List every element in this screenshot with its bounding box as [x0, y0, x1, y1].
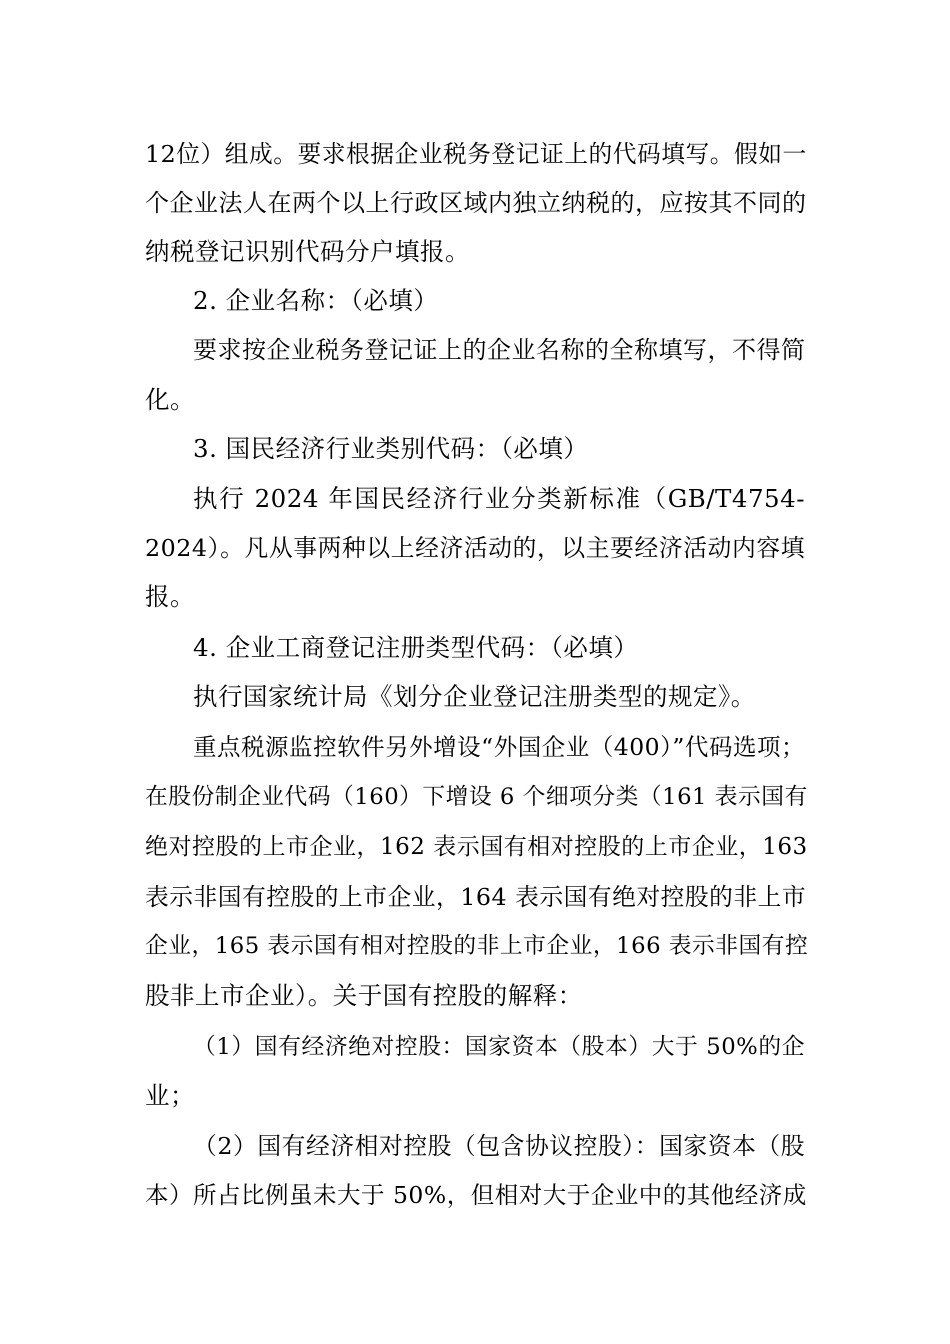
text-line-3: 纳税登记识别代码分户填报。 [145, 237, 470, 266]
text-line-20: 业； [145, 1081, 195, 1110]
text-line-8: 执行 2024 年国民经济行业分类新标准（GB/T4754- [193, 484, 805, 513]
text-line-6: 化。 [145, 385, 195, 414]
text-line-5: 要求按企业税务登记证上的企业名称的全称填写，不得简 [193, 336, 806, 364]
text-line-10: 报。 [145, 582, 195, 611]
text-line-15: 绝对控股的上市企业，162 表示国有相对控股的上市企业，163 [145, 834, 808, 860]
section-heading-2: 2. 企业名称：（必填） [193, 286, 439, 315]
text-line-13: 重点税源监控软件另外增设“外国企业（400）”代码选项； [193, 733, 805, 761]
text-line-2: 个企业法人在两个以上行政区域内独立纳税的，应按其不同的 [145, 189, 807, 217]
text-line-9: 2024）。凡从事两种以上经济活动的，以主要经济活动内容填 [145, 534, 805, 562]
text-line-19: （1）国有经济绝对控股：国家资本（股本）大于 50%的企 [193, 1034, 805, 1060]
text-line-17: 企业，165 表示国有相对控股的非上市企业，166 表示非国有控 [145, 933, 809, 959]
text-line-14: 在股份制企业代码（160）下增设 6 个细项分类（161 表示国有 [145, 784, 808, 810]
text-line-22: 本）所占比例虽未大于 50%，但相对大于企业中的其他经济成 [145, 1181, 807, 1209]
text-line-18: 股非上市企业）。关于国有控股的解释： [145, 981, 583, 1010]
text-line-16: 表示非国有控股的上市企业，164 表示国有绝对控股的非上市 [145, 883, 807, 911]
section-heading-4: 4. 企业工商登记注册类型代码：（必填） [193, 633, 639, 662]
section-heading-3: 3. 国民经济行业类别代码：（必填） [193, 434, 589, 463]
text-line-12: 执行国家统计局《划分企业登记注册类型的规定》。 [193, 682, 756, 711]
text-line-21: （2）国有经济相对控股（包含协议控股）：国家资本（股 [193, 1132, 805, 1160]
text-line-1: 12位）组成。要求根据企业税务登记证上的代码填写。假如一 [145, 140, 807, 168]
